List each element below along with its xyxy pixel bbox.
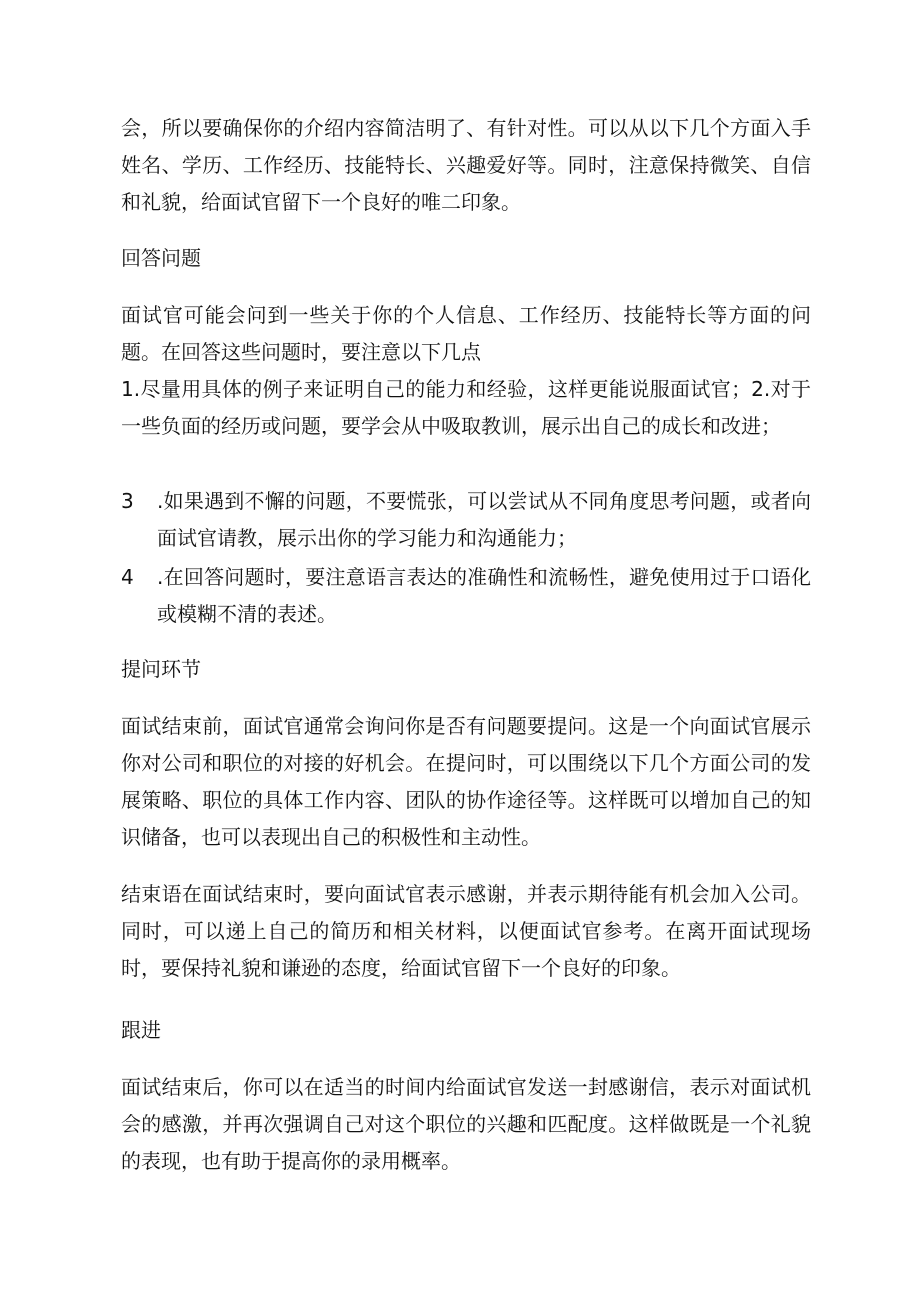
answer-items-1-2: 1.尽量用具体的例子来证明自己的能力和经验，这样更能说服面试官；2.对于一些负面的经历或问题，要学会从中吸取教训，展示出自己的成长和改进； bbox=[121, 377, 811, 438]
answer-item-4 bbox=[121, 559, 811, 633]
list-text: .如果遇到不懈的问题，不要慌张，可以尝试从不同角度思考问题，或者向面试官请教，展示出你的学习能力和沟通能力； bbox=[157, 489, 811, 550]
closing-paragraph: 结束语在面试结束时，要向面试官表示感谢，并表示期待能有机会加入公司。同时，可以递上自己的简历和相关材料，以便面试官参考。在离开面试现场时，要保持礼貌和谦逊的态度，给面试官留下一个良好的印象。 bbox=[121, 882, 811, 980]
heading-ask-questions: 提问环节 bbox=[121, 657, 201, 681]
ask-questions-paragraph: 面试结束前，面试官通常会询问你是否有问题要提问。这是一个向面试官展示你对公司和职位的对接的好机会。在提问时，可以围绕以下几个方面公司的发展策略、职位的具体工作内容、团队的协作途径等。这样既可以增加自己的知识储备，也可以表现出自己的积极性和主动性。 bbox=[121, 714, 811, 849]
intro-paragraph: 会，所以要确保你的介绍内容简洁明了、有针对性。可以从以下几个方面入手姓名、学历、工作经历、技能特长、兴趣爱好等。同时，注意保持微笑、自信和礼貌，给面试官留下一个良好的唯二印象。 bbox=[121, 116, 811, 214]
list-text: .在回答问题时，要注意语言表达的准确性和流畅性，避免使用过于口语化或模糊不清的表述。 bbox=[157, 565, 811, 626]
answer-item-3 bbox=[121, 483, 811, 557]
heading-answer-questions: 回答问题 bbox=[121, 246, 201, 270]
list-number: 3 bbox=[121, 489, 134, 513]
list-number: 4 bbox=[121, 565, 134, 589]
answer-intro-paragraph: 面试官可能会问到一些关于你的个人信息、工作经历、技能特长等方面的问题。在回答这些问题时，要注意以下几点 bbox=[121, 303, 811, 364]
follow-up-paragraph: 面试结束后，你可以在适当的时间内给面试官发送一封感谢信，表示对面试机会的感激，并再次强调自己对这个职位的兴趣和匹配度。这样做既是一个礼貌的表现，也有助于提高你的录用概率。 bbox=[121, 1075, 811, 1173]
heading-follow-up: 跟进 bbox=[121, 1018, 161, 1042]
